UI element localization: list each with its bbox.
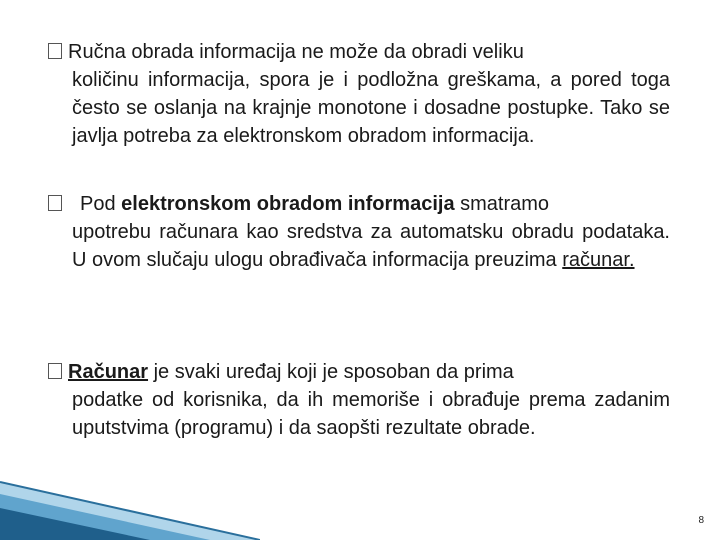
bullet-2-prefix: Pod [80,193,116,215]
page-number: 8 [698,515,704,526]
checkbox-bullet-icon [48,363,62,379]
bullet-3-term: Računar [68,361,149,383]
bullet-3-line-tail: je svaki uređaj koji je sposoban da prima [153,361,514,383]
bullet-2-line-tail: smatramo [460,193,550,215]
bullet-electronic-processing [48,190,670,274]
bullet-1-text: količinu informacija, spora je i podložna greškama, a pored toga često se oslanja na krajnje monotone i dosadne postupke. Tako se javlja potreba za elektronskom obradom informacija. [72,69,670,147]
bullet-2-text: upotrebu računara kao sredstva za automatsku obradu podataka. U ovom slučaju ulogu obrađivača informacija preuzima [72,221,670,271]
checkbox-bullet-icon [48,195,62,211]
bullet-1-first-line: Ručna obrada informacija ne može da obradi veliku [68,41,524,63]
bullet-3-text: podatke od korisnika, da ih memoriše i obrađuje prema zadanim uputstvima (programu) i da saopšti rezultate obrade. [72,389,670,439]
bullet-computer-definition [48,358,670,442]
checkbox-bullet-icon [48,43,62,59]
bullet-2-underlined: računar. [562,249,635,271]
corner-decoration [0,450,260,540]
bullet-manual-processing [48,38,670,150]
bullet-2-term: elektronskom obradom informacija [121,193,455,215]
